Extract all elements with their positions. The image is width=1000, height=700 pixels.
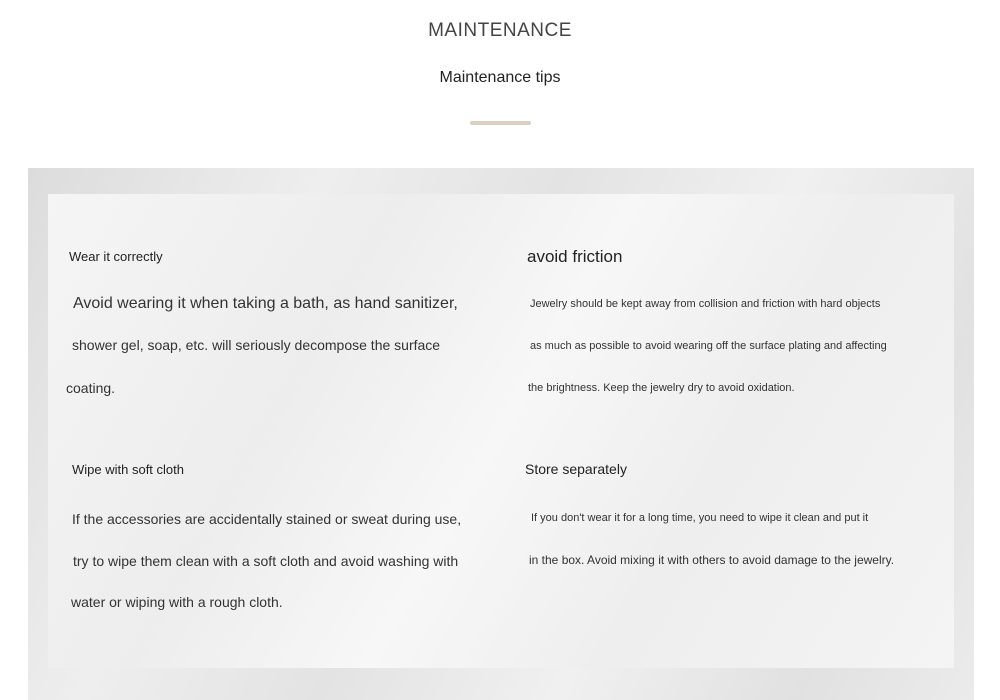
page-header [0,0,1000,160]
page-title: MAINTENANCE [428,20,572,41]
tip-line: water or wiping with a rough cloth. [71,594,283,610]
tip-heading: Wear it correctly [69,249,163,264]
tip-line: If you don't wear it for a long time, you need to wipe it clean and put it [531,512,869,524]
tip-heading: Store separately [525,461,627,477]
tip-line: in the box. Avoid mixing it with others to avoid damage to the jewelry. [529,553,895,567]
title-divider [470,121,531,125]
tip-line: as much as possible to avoid wearing off the surface plating and affecting [530,340,887,352]
tip-heading: Wipe with soft cloth [72,462,184,477]
tip-line: the brightness. Keep the jewelry dry to avoid oxidation. [528,382,795,394]
tip-line: shower gel, soap, etc. will seriously decompose the surface [72,337,441,353]
tip-line: coating. [66,380,116,396]
tip-line: Jewelry should be kept away from collision and friction with hard objects [530,298,881,310]
tip-line: Avoid wearing it when taking a bath, as hand sanitizer, [73,295,458,312]
page-subtitle: Maintenance tips [439,69,561,86]
tip-line: try to wipe them clean with a soft cloth and avoid washing with [73,553,459,569]
tip-heading: avoid friction [527,247,623,266]
tip-line: If the accessories are accidentally stained or sweat during use, [72,511,462,527]
